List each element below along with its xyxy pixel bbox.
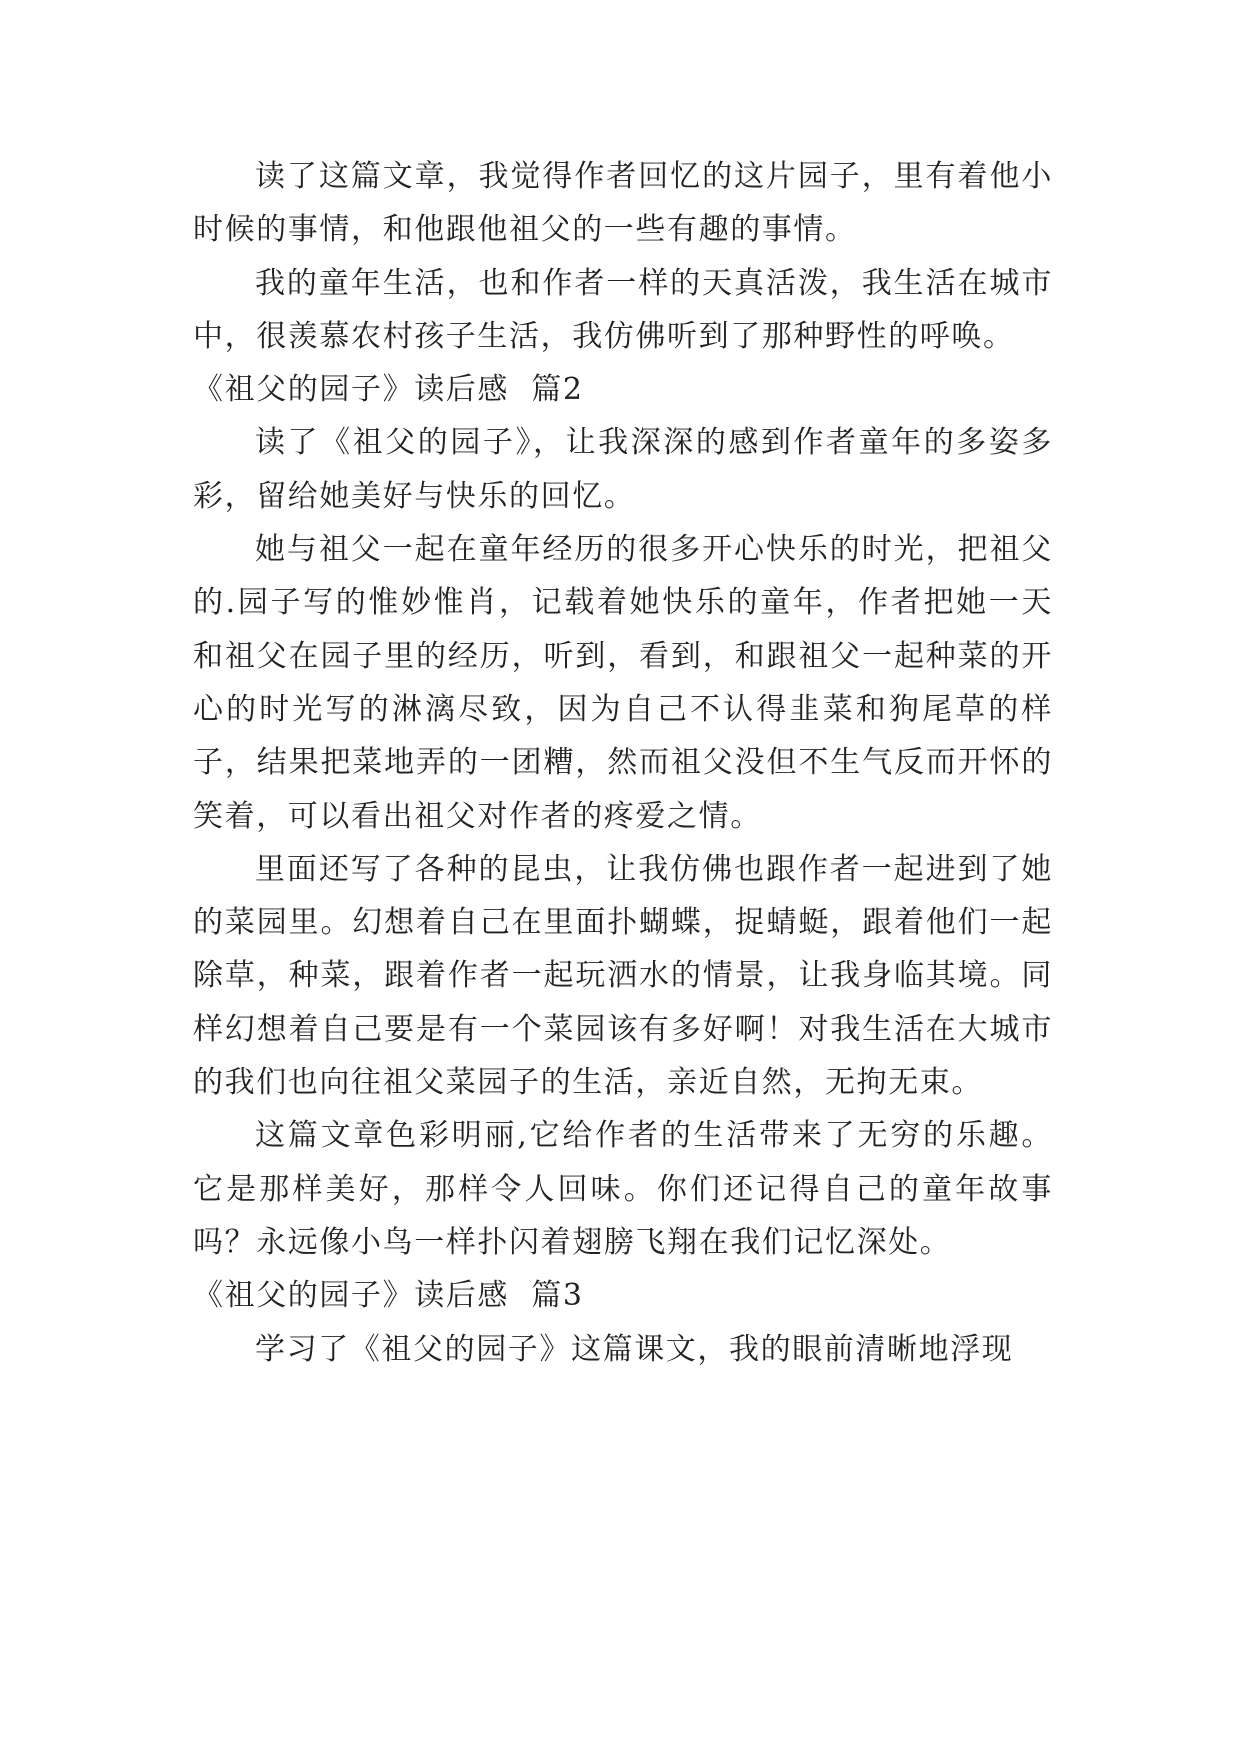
paragraph-3: 读了《祖父的园子》，让我深深的感到作者童年的多姿多彩，留给她美好与快乐的回忆。 [193,425,1053,514]
section-heading-3: 《祖父的园子》读后感 篇3 [193,1278,584,1314]
paragraph-7: 学习了《祖父的园子》这篇课文，我的眼前清晰地浮现 [255,1331,1014,1367]
paragraph-4: 她与祖父一起在童年经历的很多开心快乐的时光，把祖父的.园子写的惟妙惟肖，记载着她快乐的童年，作者把她一天和祖父在园子里的经历，听到，看到，和跟祖父一起种菜的开心的时光写的淋漓尽致，因为自己不认得韭菜和狗尾草的样子，结果把菜地弄的一团糟，然而祖父没但不生气反而开怀的笑着，可以看出祖父对作者的疼爱之情。 [193,532,1053,834]
document-body [193,150,1053,1376]
paragraph-5: 里面还写了各种的昆虫，让我仿佛也跟作者一起进到了她的菜园里。幻想着自己在里面扑蝴蝶，捉蜻蜓，跟着他们一起除草，种菜，跟着作者一起玩洒水的情景，让我身临其境。同样幻想着自己要是有一个菜园该有多好啊！对我生活在大城市的我们也向往祖父菜园子的生活，亲近自然，无拘无束。 [193,851,1053,1101]
paragraph-2: 我的童年生活，也和作者一样的天真活泼，我生活在城市中，很羡慕农村孩子生活，我仿佛听到了那种野性的呼唤。 [193,265,1053,354]
paragraph-1: 读了这篇文章，我觉得作者回忆的这片园子，里有着他小时候的事情，和他跟他祖父的一些有趣的事情。 [193,159,1053,248]
paragraph-6: 这篇文章色彩明丽,它给作者的生活带来了无穷的乐趣。它是那样美好，那样令人回味。你们还记得自己的童年故事吗？永远像小鸟一样扑闪着翅膀飞翔在我们记忆深处。 [193,1118,1053,1260]
section-heading-2: 《祖父的园子》读后感 篇2 [193,372,584,408]
